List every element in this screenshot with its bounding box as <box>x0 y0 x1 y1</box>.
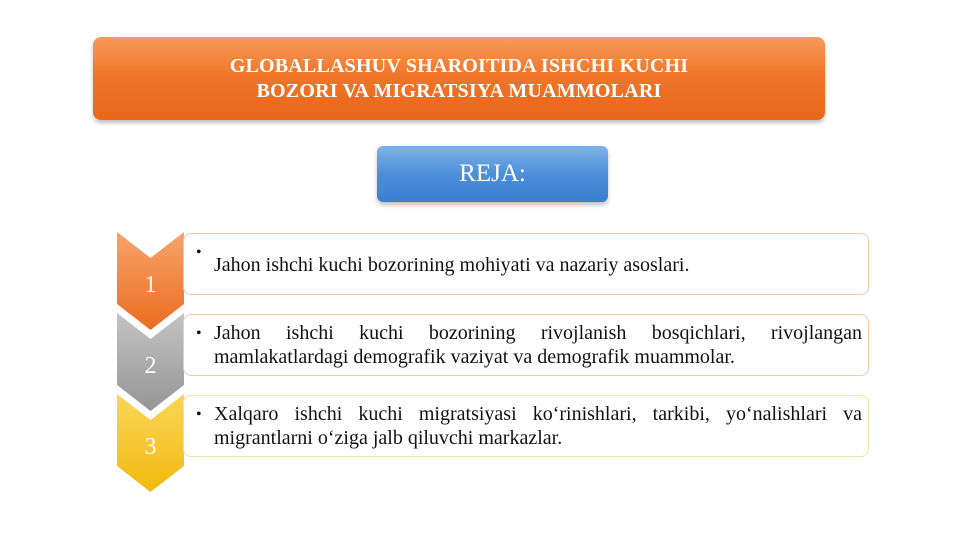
bullet-2: • <box>196 325 202 342</box>
list-item-1 <box>183 233 869 295</box>
bullet-1: • <box>196 244 202 261</box>
item-text-1: Jahon ishchi kuchi bozorining mohiyati va nazariy asoslari. <box>214 254 690 276</box>
title-banner <box>93 37 825 120</box>
title-line-2: BOZORI VA MIGRATSIYA MUAMMOLARI <box>256 79 662 102</box>
reja-banner <box>377 146 608 202</box>
item-text-3: Xalqaro ishchi kuchi migratsiyasi ko‘rinishlari, tarkibi, yo‘nalishlari va migrantlarni o‘ziga jalb qiluvchi markazlar. <box>214 403 862 449</box>
reja-label: REJA: <box>459 160 526 187</box>
chevron-3 <box>117 394 184 492</box>
item-number-2: 2 <box>144 353 157 379</box>
bullet-3: • <box>196 406 202 423</box>
title-line-1: GLOBALLASHUV SHAROITIDA ISHCHI KUCHI <box>229 54 689 77</box>
item-number-3: 3 <box>144 434 157 460</box>
list-item-2 <box>183 314 869 376</box>
item-text-2: Jahon ishchi kuchi bozorining rivojlanish bosqichlari, rivojlangan mamlakatlardagi demografik vaziyat va demografik muammolar. <box>214 322 862 368</box>
list-item-3 <box>183 395 869 457</box>
item-number-1: 1 <box>144 272 157 298</box>
